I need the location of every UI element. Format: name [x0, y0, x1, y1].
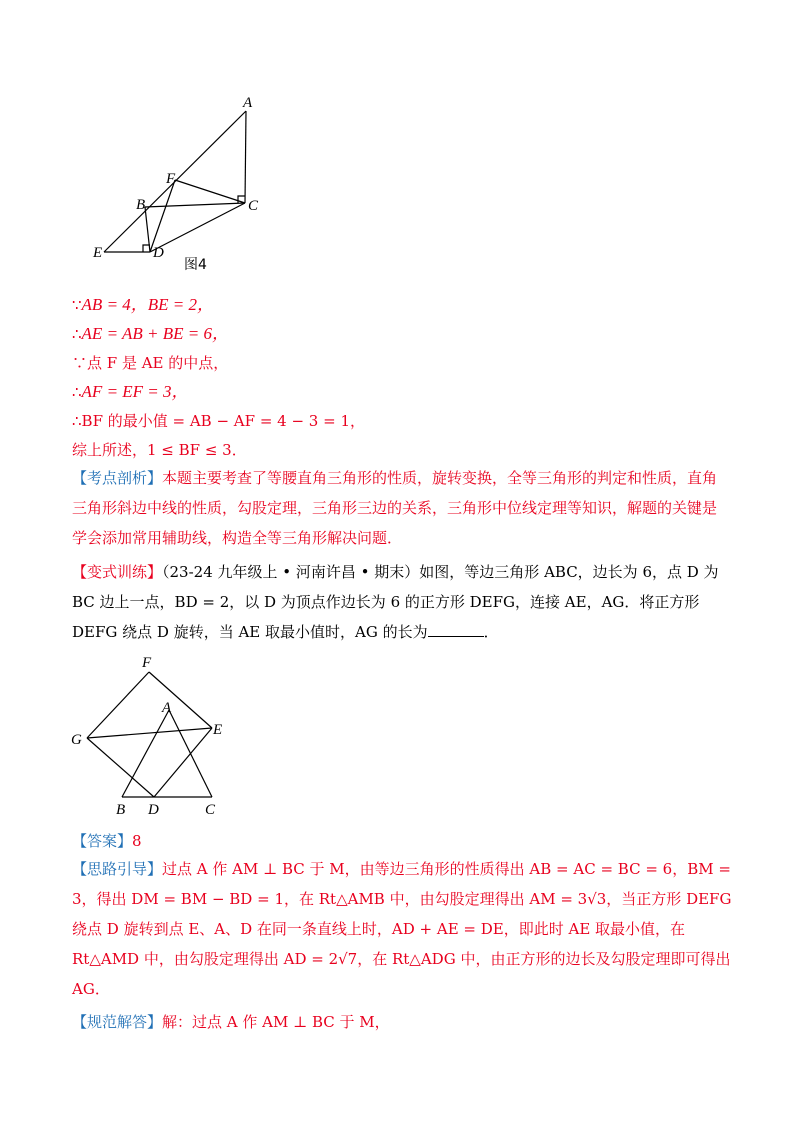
answer-value: 8 — [132, 832, 142, 850]
label-b: B — [136, 197, 146, 213]
label-g: G — [71, 732, 82, 748]
segment-ab — [122, 710, 169, 797]
label-c: C — [248, 198, 259, 214]
figure-4-diagram — [88, 92, 288, 272]
silu-tag: 【思路引导】 — [72, 860, 163, 878]
label-a: A — [162, 700, 172, 716]
solution-line-4: ∴AF = EF = 3， — [72, 382, 189, 401]
bianshi-paragraph: 【变式训练】（23-24 九年级上 • 河南许昌 • 期末）如图，等边三角形 ABC，边长为 6，点 D 为 BC 边上一点，BD = 2，以 D 为顶点作边长为 6 的正方形 DEFG，连接 AE，AG．将正方形 DEFG 绕点 D 旋转，当 AE 取最小值时，AG 的长为 ． — [72, 563, 719, 641]
label-f: F — [142, 655, 152, 671]
segment-fg — [87, 672, 149, 738]
label-f: F — [166, 171, 176, 187]
figure-square-triangle — [62, 650, 242, 820]
segment-fc — [175, 180, 245, 203]
answer-line — [72, 830, 732, 852]
bianshi-tag: 【变式训练】 — [72, 563, 163, 581]
label-d: D — [148, 802, 159, 818]
guifan-line: 【规范解答】解：过点 A 作 AM ⊥ BC 于 M， — [72, 1013, 390, 1031]
label-e: E — [213, 722, 223, 738]
segment-gd — [87, 738, 154, 797]
label-a: A — [243, 95, 253, 111]
segment-ac — [245, 111, 246, 203]
kaodian-tag: 【考点剖析】 — [72, 469, 163, 487]
segment-ge — [87, 728, 212, 738]
segment-fe — [149, 672, 212, 728]
solution-line-5: ∴BF 的最小值 = AB − AF = 4 − 3 = 1， — [72, 412, 365, 430]
label-c: C — [205, 802, 216, 818]
label-b: B — [116, 802, 126, 818]
answer-blank — [428, 622, 484, 637]
answer-tag: 【答案】 — [72, 832, 133, 850]
solution-line-3: ∵点 F 是 AE 的中点， — [72, 354, 229, 372]
guifan-tag: 【规范解答】 — [72, 1013, 163, 1031]
figure-4-caption: 图4 — [184, 257, 207, 273]
segment-bc — [145, 203, 245, 207]
kaodian-paragraph: 【考点剖析】本题主要考查了等腰直角三角形的性质，旋转变换，全等三角形的判定和性质，直角三角形斜边中线的性质，勾股定理，三角形三边的关系，三角形中位线定理等知识，解题的关键是 学会添加常用辅助线，构造全等三角形解决问题． — [72, 469, 718, 547]
label-e: E — [93, 245, 103, 261]
solution-line-6: 综上所述，1 ≤ BF ≤ 3． — [72, 441, 247, 459]
solution-line-1: ∵AB = 4，BE = 2， — [72, 295, 215, 314]
silu-paragraph: 【思路引导】过点 A 作 AM ⊥ BC 于 M，由等边三角形的性质得出 AB = AC = BC = 6，BM = 3，得出 DM = BM − BD = 1，在 Rt△AMB 中，由勾股定理得出 AM = 3√3，当正方形 DEFG 绕点 D 旋转到点 E、A、D 在同一条直线上时，AD + AE = DE，即此时 AE 取最小值，在 Rt△AMD 中，由勾股定理得出 AD = 2√7，在 Rt△ADG 中，由正方形的边长及勾股定理即可得出 AG． — [72, 860, 732, 998]
solution-line-2: ∴AE = AB + BE = 6， — [72, 324, 229, 343]
label-d: D — [153, 245, 164, 261]
